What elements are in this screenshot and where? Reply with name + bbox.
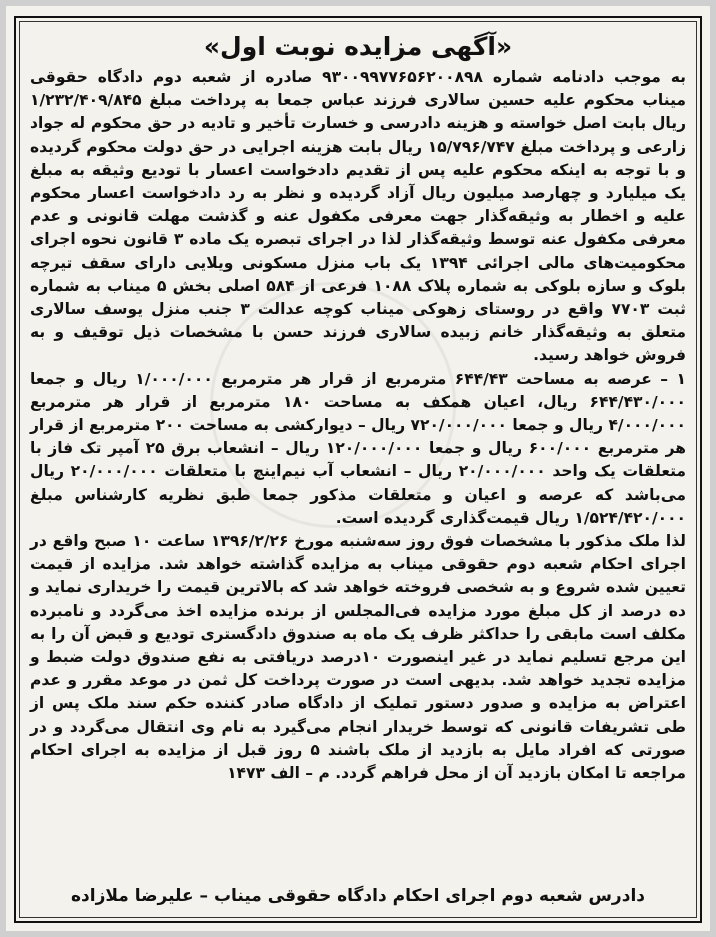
notice-paragraph-property-details: ۱ – عرصه به مساحت ۶۴۴/۴۳ مترمربع از قرار هر مترمربع ۱/۰۰۰/۰۰۰ ریال و جمعا ۶۴۴/۴۳۰/۰۰۰ ریال، اعیان همکف به مساحت ۱۸۰ مترمربع از قرار هر مترمربع ۴/۰۰۰/۰۰۰ ریال و جمعا ۷۲۰/۰۰۰/۰۰۰ ریال – دیوارکشی به مساحت ۲۰۰ مترمربع از قرار هر مترمربع ۶۰۰/۰۰۰ ریال و جمعا ۱۲۰/۰۰۰/۰۰۰ ریال – انشعاب برق ۲۵ آمپر تک فاز با متعلقات یک واحد ۲۰/۰۰۰/۰۰۰ ریال – انشعاب آب نیم‌اینچ با متعلقات ۲۰/۰۰۰/۰۰۰ ریال می‌باشد که عرصه و اعیان و متعلقات مذکور جمعا طبق نظریه کارشناس مبلغ ۱/۵۲۴/۴۲۰/۰۰۰ ریال قیمت‌گذاری گردیده است. [30,369,687,527]
notice-paragraph-auction-terms: لذا ملک مذکور با مشخصات فوق روز سه‌شنبه مورخ ۱۳۹۶/۲/۲۶ ساعت ۱۰ صبح واقع در اجرای احکام شعبه دوم حقوقی میناب به مزایده گذاشته خواهد شد. مزایده از قیمت تعیین شده شروع و به شخصی فروخته خواهد شد که بالاترین قیمت را خریداری نماید و ده درصد از کل مبلغ مورد مزایده فی‌المجلس از برنده مزایده اخذ می‌گردد و نامبرده مکلف است مابقی را حداکثر ظرف یک ماه به صندوق دادگستری تودیع و قبض آن را به این مرجع تسلیم نماید در غیر اینصورت ۱۰درصد دریافتی به نفع صندوق دولت ضبط و مزایده تجدید خواهد شد. بدیهی است در صورت پرداخت کل ثمن در موعد مقرر و عدم اعتراض به مزایده و صدور دستور تملیک از دادگاه صادر کننده حکم سند ملک پس از طی تشریفات قانونی که توسط خریدار انجام می‌گیرد به نام وی انتقال می‌گردد و در صورتی که افراد مایل به بازدید از ملک باشند ۵ روز قبل از مزایده به اجرای احکام مراجعه تا امکان بازدید آن از محل فراهم گردد. م – الف ۱۴۷۳ [30,532,687,783]
newspaper-clipping [6,6,710,931]
notice-body [19,21,697,918]
notice-paragraph-intro: به موجب دادنامه شماره ۹۳۰۰۹۹۷۷۶۵۶۲۰۰۸۹۸ صادره از شعبه دوم دادگاه حقوقی میناب محکوم علیه حسین سالاری فرزند عباس جمعا به پرداخت مبلغ ۱/۲۳۲/۴۰۹/۸۴۵ ریال بابت اصل خواسته و هزینه دادرسی و خسارت تأخیر و تادیه در حق محکوم له جواد زارعی و پرداخت مبلغ ۱۵/۷۹۶/۷۴۷ ریال بابت هزینه اجرایی در حق دولت محکوم گردیده و با توجه به اینکه محکوم علیه پس از تقدیم دادخواست اعسار با تودیع وثیقه به مبلغ یک میلیارد و چهارصد میلیون ریال آزاد گردیده و نظر به رد دادخواست اعسار محکوم علیه و اخطار به وثیقه‌گذار جهت معرفی مکفول عنه و گذشت مهلت قانونی و عدم معرفی مکفول عنه توسط وثیقه‌گذار لذا در اجرای تبصره یک ماده ۳ قانون نحوه اجرای محکومیت‌های مالی اجرائی ۱۳۹۴ یک باب منزل مسکونی ویلایی دارای سقف تیرچه بلوک و سازه بلوکی به شماره پلاک ۱۰۸۸ فرعی از ۵۸۴ اصلی بخش ۵ میناب به شماره ثبت ۷۷۰۳ واقع در روستای زهوکی میناب کوچه عدالت ۳ جنب منزل یوسف سالاری متعلق به وثیقه‌گذار خانم زبیده سالاری فرزند حسن با مشخصات ذیل توقیف و به فروش خواهد رسید. [30,68,687,365]
notice-signature: دادرس شعبه دوم اجرای احکام دادگاه حقوقی میناب – علیرضا ملازاده [71,886,645,906]
notice-border [14,16,702,923]
notice-title: «آگهی مزایده نوبت اول» [203,32,513,61]
